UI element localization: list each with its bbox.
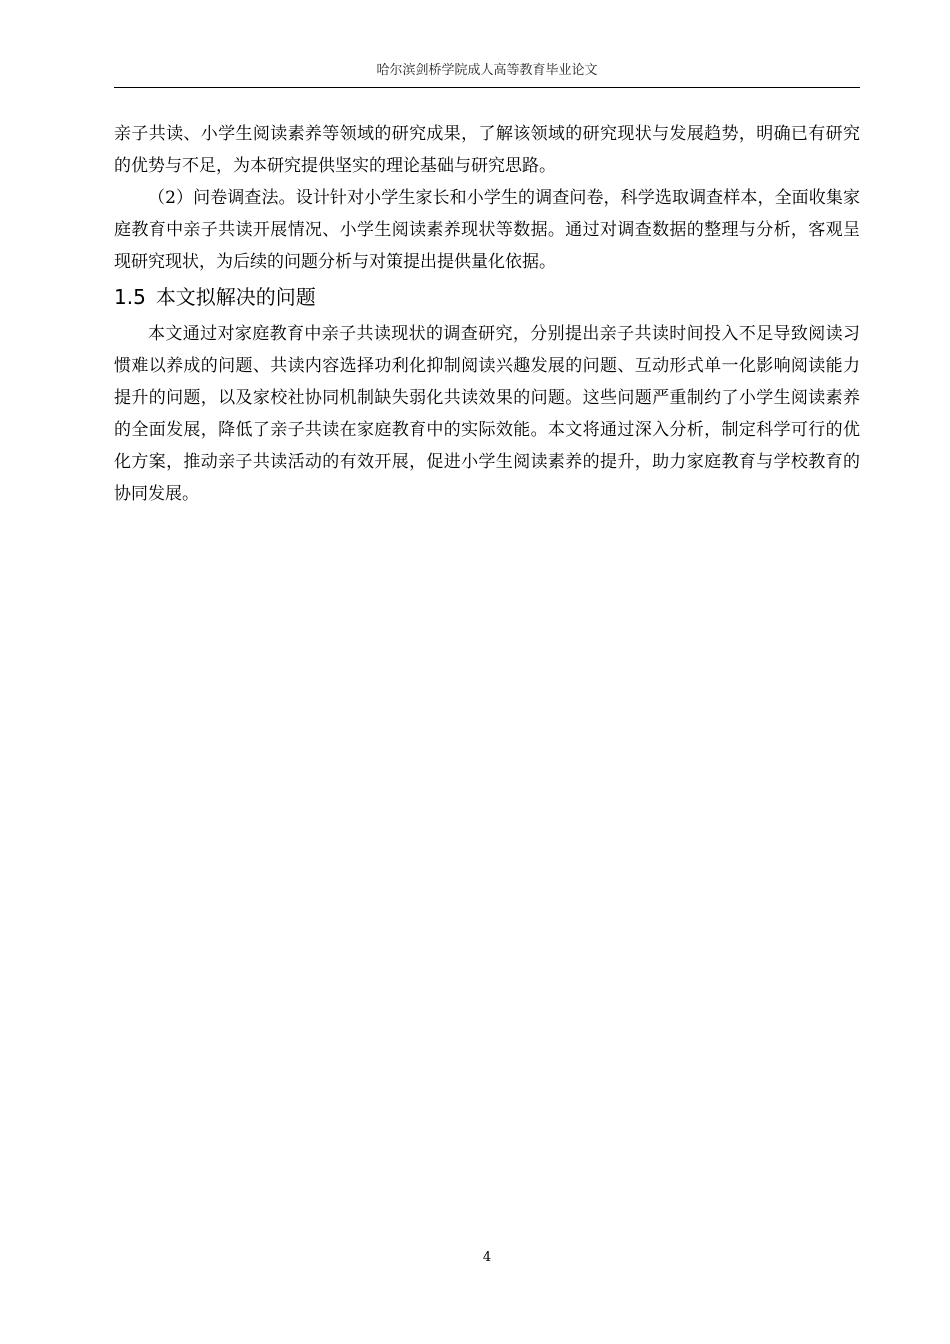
paragraph-problems: 本文通过对家庭教育中亲子共读现状的调查研究，分别提出亲子共读时间投入不足导致阅读习惯难以养成的问题、共读内容选择功利化抑制阅读兴趣发展的问题、互动形式单一化影响阅读能力提升的问题，以及家校社协同机制缺失弱化共读效果的问题。这些问题严重制约了小学生阅读素养的全面发展，降低了亲子共读在家庭教育中的实际效能。本文将通过深入分析，制定科学可行的优化方案，推动亲子共读活动的有效开展，促进小学生阅读素养的提升，助力家庭教育与学校教育的协同发展。 (114, 324, 860, 504)
section-heading (114, 280, 860, 314)
section-title: 本文拟解决的问题 (155, 285, 316, 309)
section-number: 1.5 (114, 285, 146, 309)
paragraph-questionnaire-method: （2）问卷调查法。设计针对小学生家长和小学生的调查问卷，科学选取调查样本，全面收集家庭教育中亲子共读开展情况、小学生阅读素养现状等数据。通过对调查数据的整理与分析，客观呈现研究现状，为后续的问题分析与对策提出提供量化依据。 (114, 188, 860, 272)
paragraph-literature-review-continued: 亲子共读、小学生阅读素养等领域的研究成果，了解该领域的研究现状与发展趋势，明确已有研究的优势与不足，为本研究提供坚实的理论基础与研究思路。 (114, 124, 860, 176)
document-body (114, 118, 860, 510)
header-rule (114, 87, 860, 88)
page-header: 哈尔滨剑桥学院成人高等教育毕业论文 (376, 63, 598, 78)
page-number: 4 (482, 1250, 492, 1265)
